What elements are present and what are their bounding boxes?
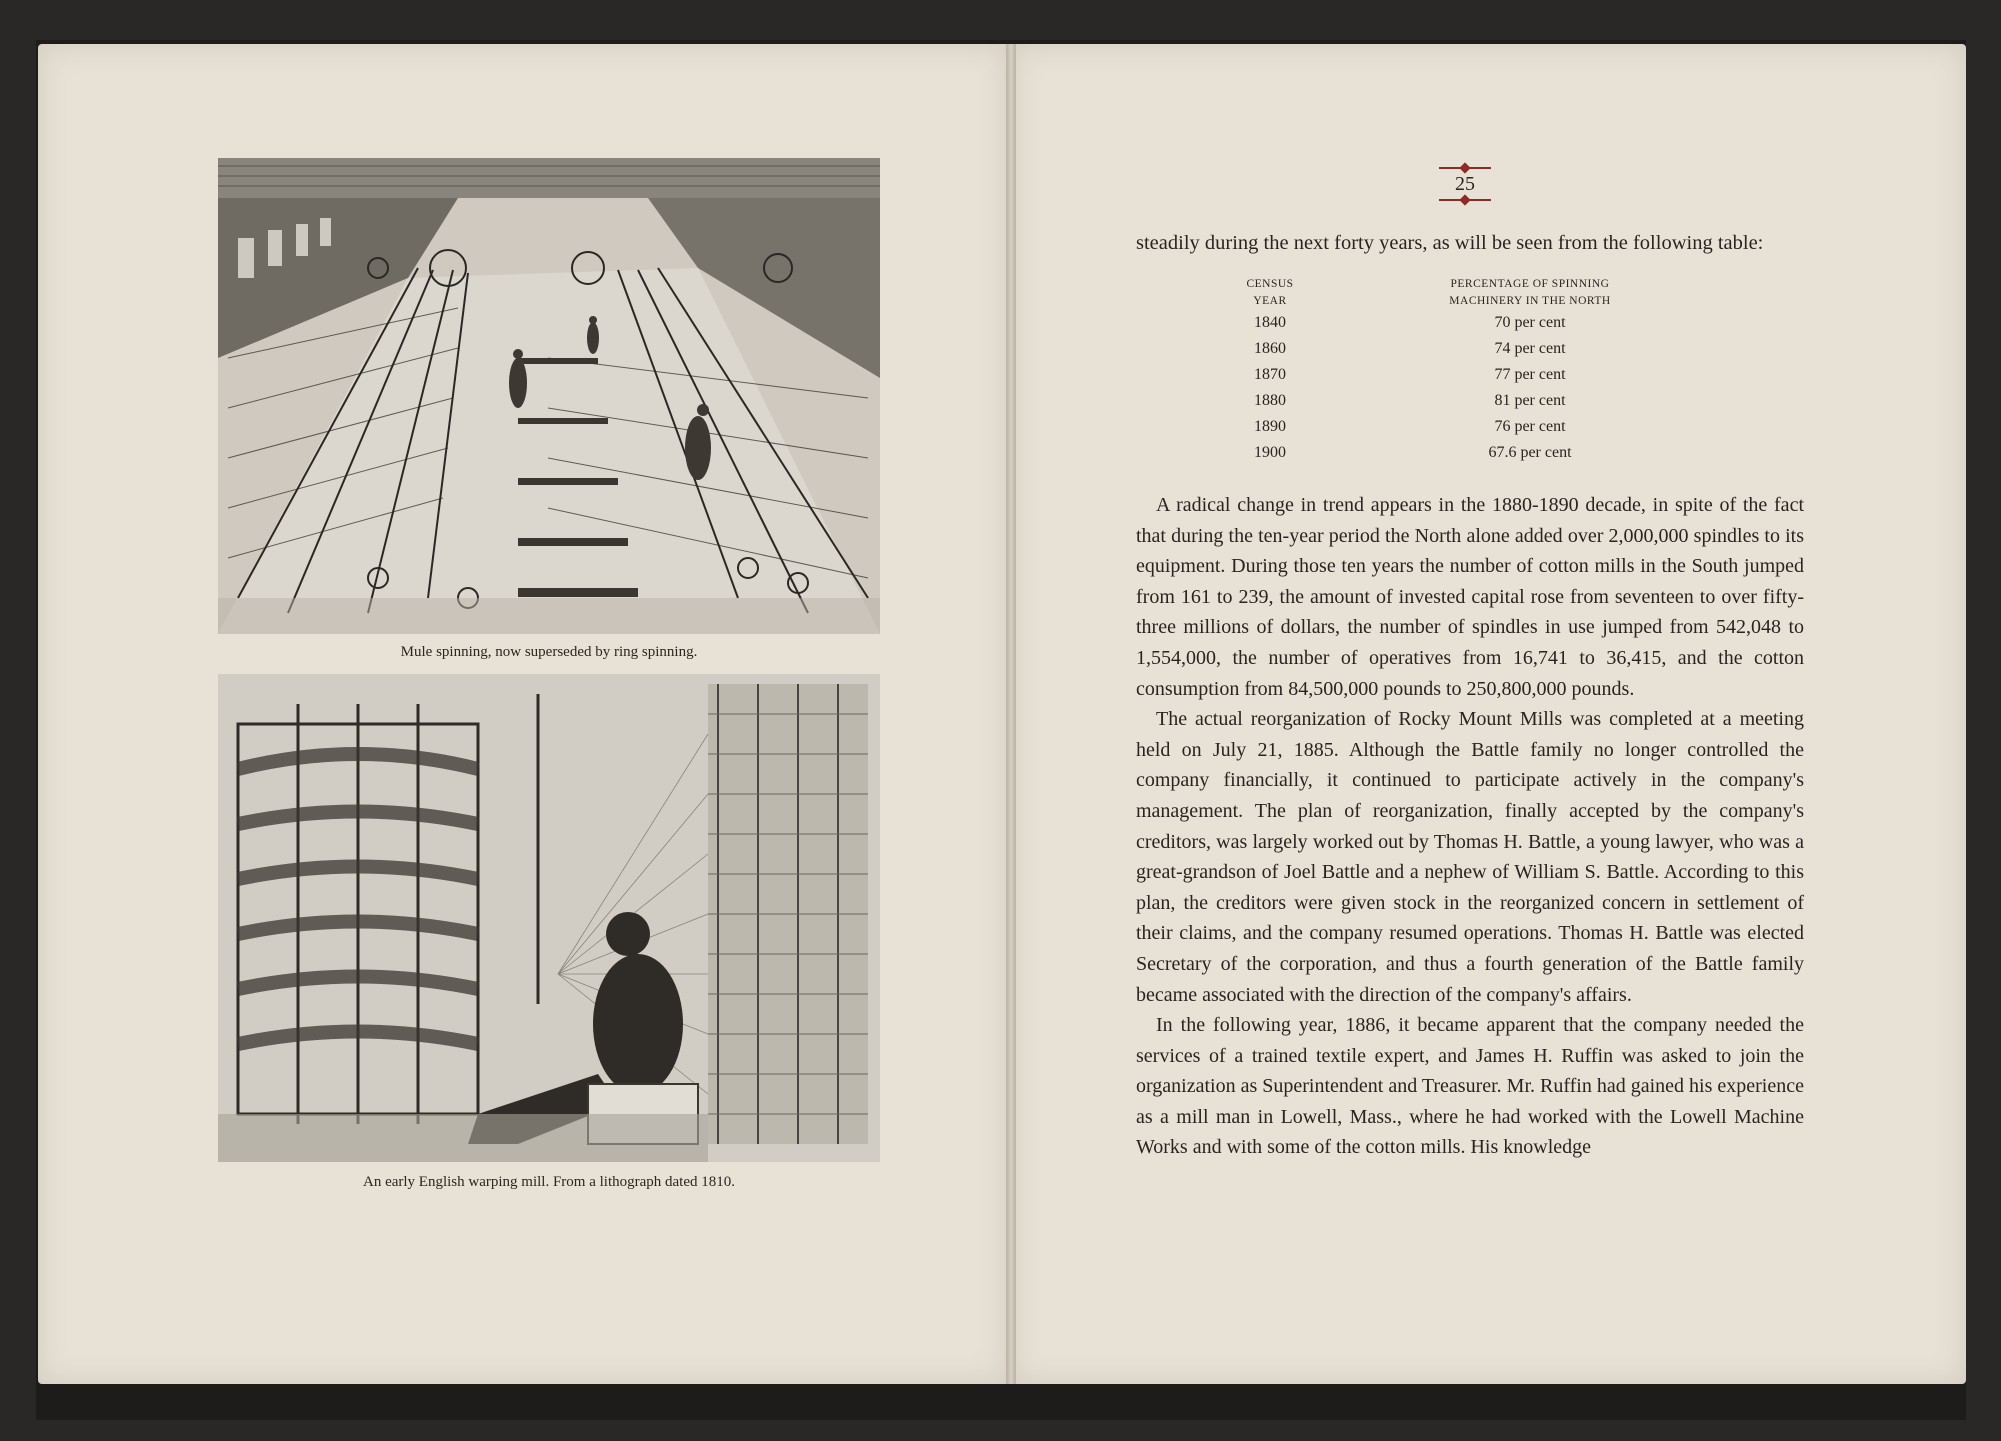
table-row: 1840 70 per cent	[1254, 314, 1566, 331]
table-header	[1230, 276, 1710, 310]
table-row: 1860 74 per cent	[1254, 340, 1566, 357]
page-number-text: 25	[1455, 173, 1475, 195]
ornament-top	[1439, 167, 1491, 169]
figure2-caption: An early English warping mill. From a lithograph dated 1810.	[362, 1174, 736, 1190]
book-gutter	[1006, 44, 1016, 1384]
ornament-bottom	[1439, 199, 1491, 201]
table-row: 1890 76 per cent	[1254, 418, 1566, 435]
page-number	[1435, 165, 1495, 205]
header-col2: PERCENTAGE OF SPINNING MACHINERY IN THE NORTH	[1449, 278, 1611, 307]
mule-spinning-engraving	[218, 158, 880, 634]
table-row: 1900 67.6 per cent	[1254, 444, 1572, 461]
census-table	[1230, 276, 1710, 466]
table-row: 1870 77 per cent	[1254, 366, 1566, 383]
body-text	[1136, 490, 1804, 1163]
warping-mill-lithograph	[218, 674, 880, 1162]
header-col1: CENSUS YEAR	[1246, 278, 1294, 307]
figure1-caption: Mule spinning, now superseded by ring spinning.	[400, 644, 698, 660]
table-row: 1880 81 per cent	[1254, 392, 1566, 409]
paragraph: In the following year, 1886, it became apparent that the company needed the services of a trained textile expert, and James H. Ruffin was asked to join the organization as Superintendent and Treasurer. Mr. Ruffin had gained his experience as a mill man in Lowell, Mass., where he had worked with the Lowell Machine Works and with some of the cotton mills. His knowledge	[1136, 1014, 1804, 1159]
paragraph: The actual reorganization of Rocky Mount Mills was completed at a meeting held on July 21, 1885. Although the Battle family no longer controlled the company financially, it continued to participate actively in the company's management. The plan of reorganization, finally accepted by the company's creditors, was largely worked out by Thomas H. Battle, a young lawyer, who was a great-grandson of Joel Battle and a nephew of William S. Battle. According to this plan, the creditors were given stock in the reorganized concern in settlement of their claims, and the company resumed operations. Thomas H. Battle was elected Secretary of the corporation, and thus a fourth generation of the Battle family became associated with the direction of the company's affairs.	[1136, 708, 1804, 1006]
paragraph: A radical change in trend appears in the 1880-1890 decade, in spite of the fact that during the ten-year period the North alone added over 2,000,000 spindles to its equipment. During those ten years the number of cotton mills in the South jumped from 161 to 239, the amount of invested capital rose from seventeen to over fifty-three millions of dollars, the number of spindles in use jumped from 542,048 to 1,554,000, the number of operatives from 16,741 to 36,415, and the cotton consumption from 84,500,000 pounds to 250,800,000 pounds.	[1136, 494, 1804, 700]
intro-line: steadily during the next forty years, as will be seen from the following table:	[1136, 232, 1764, 254]
